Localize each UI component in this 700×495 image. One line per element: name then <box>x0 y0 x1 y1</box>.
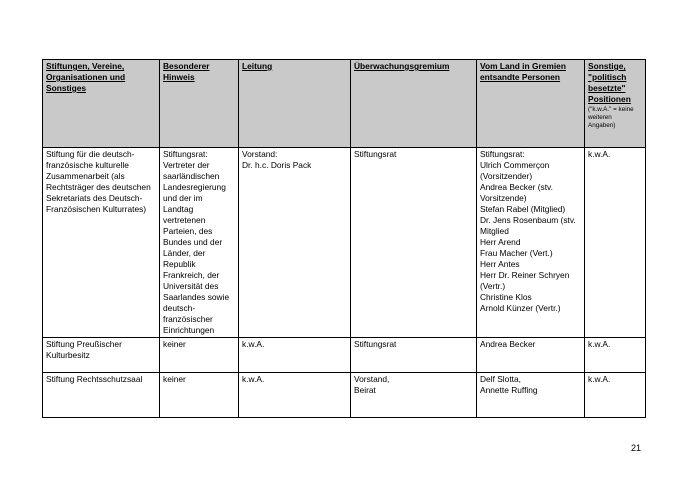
table-row <box>43 338 646 373</box>
cell-personen: Andrea Becker <box>477 338 585 373</box>
cell-sonstige: k.w.A. <box>585 338 646 373</box>
cell-sonstige: k.w.A. <box>585 373 646 418</box>
col-header-sonstige: Sonstige, "politisch besetzte" Positionen ("k.w.A." = keine weiteren Angaben) <box>585 60 646 148</box>
gremien-table <box>42 59 646 418</box>
cell-personen: Delf Slotta, Annette Ruffing <box>477 373 585 418</box>
cell-leitung: k.w.A. <box>239 338 351 373</box>
col-header-personen: Vom Land in Gremien entsandte Personen <box>477 60 585 148</box>
col-header-sonstige-note: ("k.w.A." = keine weiteren Angaben) <box>588 106 634 129</box>
cell-hinweis: keiner <box>160 373 239 418</box>
table-header-row <box>43 60 646 148</box>
cell-leitung: k.w.A. <box>239 373 351 418</box>
cell-hinweis: Stiftungsrat: Vertreter der saarländischen Landesregierung und der im Landtag vertretenen Parteien, des Bundes und der Länder, der Republik Frankreich, der Universität des Saarlandes sowie deutsch- französischer Einrichtungen <box>160 148 239 338</box>
col-header-gremium: Überwachungsgremium <box>351 60 477 148</box>
col-header-leitung: Leitung <box>239 60 351 148</box>
table-row <box>43 148 646 338</box>
cell-personen: Stiftungsrat: Ulrich Commerçon (Vorsitzender) Andrea Becker (stv. Vorsitzende) Stefan Rabel (Mitglied) Dr. Jens Rosenbaum (stv. Mitglied Herr Arend Frau Macher (Vert.) Herr Antes Herr Dr. Reiner Schryen (Vertr.) Christine Klos Arnold Künzer (Vertr.) <box>477 148 585 338</box>
cell-organisation: Stiftung Preußischer Kulturbesitz <box>43 338 160 373</box>
cell-hinweis: keiner <box>160 338 239 373</box>
page-number: 21 <box>631 443 642 453</box>
cell-organisation: Stiftung für die deutsch- französische kulturelle Zusammenarbeit (als Rechtsträger des deutschen Sekretariats des Deutsch- Französischen Kulturrates) <box>43 148 160 338</box>
cell-gremium: Vorstand, Beirat <box>351 373 477 418</box>
cell-organisation: Stiftung Rechtsschutzsaal <box>43 373 160 418</box>
col-header-hinweis: Besonderer Hinweis <box>160 60 239 148</box>
cell-gremium: Stiftungsrat <box>351 338 477 373</box>
cell-sonstige: k.w.A. <box>585 148 646 338</box>
cell-gremium: Stiftungsrat <box>351 148 477 338</box>
cell-leitung: Vorstand: Dr. h.c. Doris Pack <box>239 148 351 338</box>
col-header-organisation: Stiftungen, Vereine, Organisationen und Sonstiges <box>43 60 160 148</box>
table-row <box>43 373 646 418</box>
